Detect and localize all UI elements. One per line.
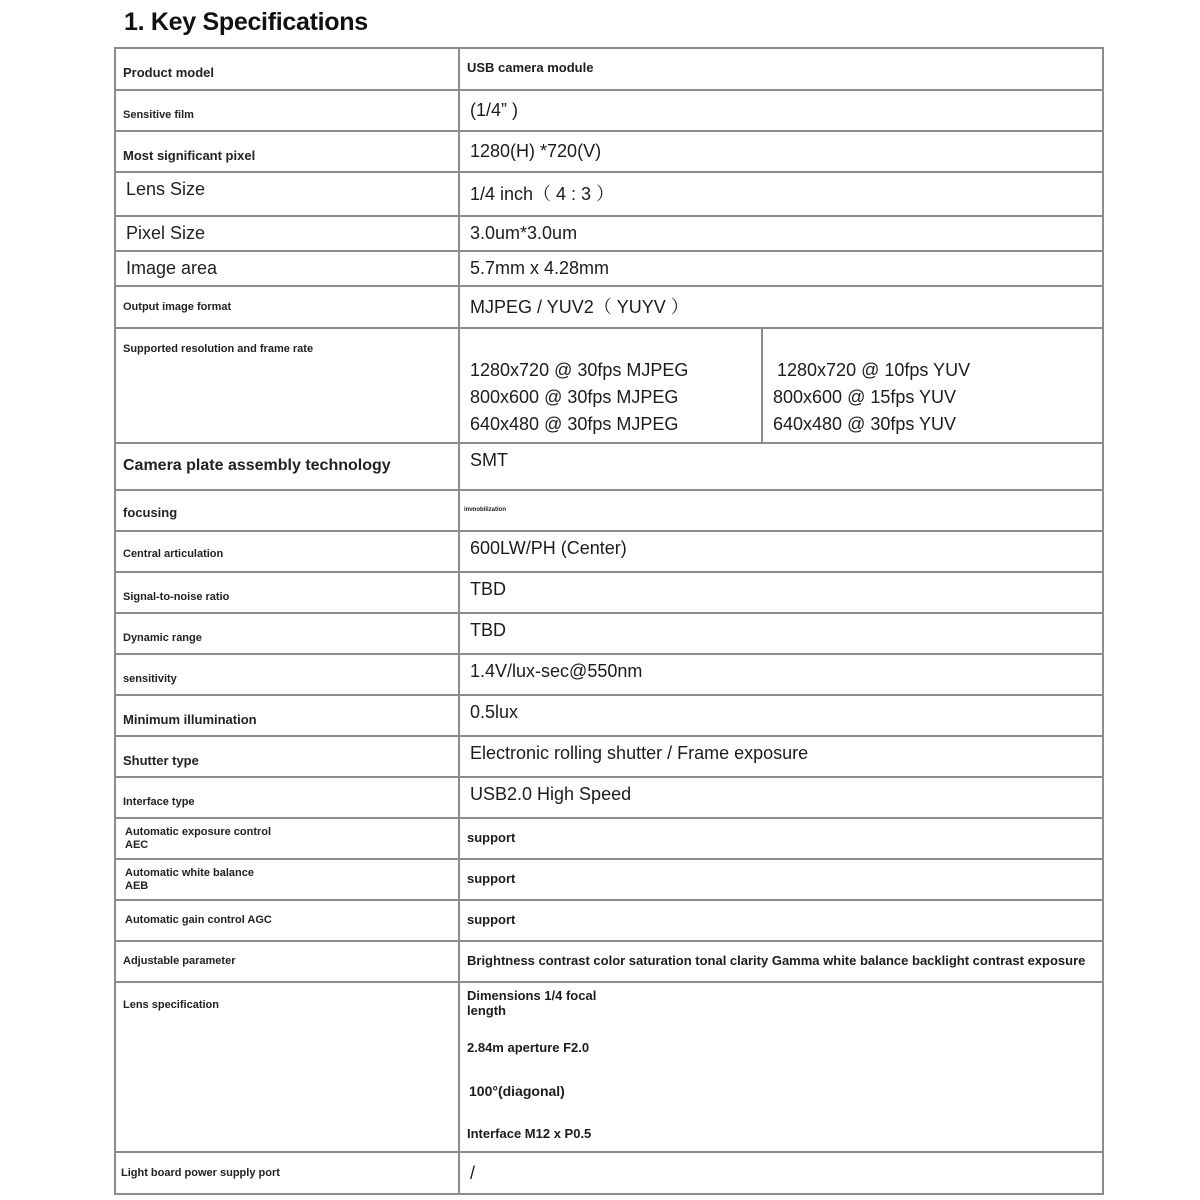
row-label-supported-resolution: Supported resolution and frame rate	[115, 328, 459, 443]
table-row	[115, 941, 1103, 982]
table-row	[115, 982, 1103, 1152]
row-label-lens-size: Lens Size	[115, 172, 459, 216]
row-value-product-model: USB camera module	[459, 48, 1103, 90]
row-label-lens-specification: Lens specification	[115, 982, 459, 1152]
row-label-aeb-line2: AEB	[125, 879, 149, 892]
row-value-image-area: 5.7mm x 4.28mm	[459, 251, 1103, 286]
resolution-yuv-line: 1280x720 @ 10fps YUV	[777, 360, 971, 380]
resolution-yuv-line: 640x480 @ 30fps YUV	[773, 414, 957, 434]
resolution-mjpeg-cell	[459, 328, 762, 443]
row-label-aeb-line1: Automatic white balance	[125, 866, 254, 879]
row-label-aeb	[115, 859, 459, 900]
row-label-central-articulation: Central articulation	[115, 531, 459, 572]
table-row	[115, 613, 1103, 654]
resolution-yuv-line: 800x600 @ 15fps YUV	[773, 387, 957, 407]
table-row	[115, 131, 1103, 172]
table-row	[115, 736, 1103, 777]
row-label-dynamic-range: Dynamic range	[115, 613, 459, 654]
row-value-focusing: immobilization	[459, 490, 1103, 531]
row-label-agc: Automatic gain control AGC	[115, 900, 459, 941]
row-label-sensitive-film: Sensitive film	[115, 90, 459, 131]
row-value-pixel-size: 3.0um*3.0um	[459, 216, 1103, 251]
table-row	[115, 172, 1103, 216]
row-label-aec-line1: Automatic exposure control	[125, 825, 272, 838]
row-label-light-board-power: Light board power supply port	[115, 1152, 459, 1194]
row-value-aec: support	[459, 818, 1103, 859]
table-row	[115, 572, 1103, 613]
row-value-aeb: support	[459, 859, 1103, 900]
row-label-focusing: focusing	[115, 490, 459, 531]
table-row	[115, 216, 1103, 251]
row-value-central-articulation: 600LW/PH (Center)	[459, 531, 1103, 572]
row-label-minimum-illumination: Minimum illumination	[115, 695, 459, 736]
spec-table	[114, 47, 1104, 1195]
table-row	[115, 900, 1103, 941]
row-value-lens-size: 1/4 inch（ 4 : 3 ）	[459, 172, 1103, 216]
row-value-most-significant-pixel: 1280(H) *720(V)	[459, 131, 1103, 172]
table-row	[115, 490, 1103, 531]
row-label-adjustable-parameter: Adjustable parameter	[115, 941, 459, 982]
row-label-product-model: Product model	[115, 48, 459, 90]
table-row	[115, 654, 1103, 695]
table-row	[115, 286, 1103, 328]
page-title: 1. Key Specifications	[124, 8, 368, 36]
row-value-dynamic-range: TBD	[459, 613, 1103, 654]
row-value-lens-specification	[459, 982, 1103, 1152]
row-value-sensitive-film: (1/4” )	[459, 90, 1103, 131]
row-label-image-area: Image area	[115, 251, 459, 286]
row-label-pixel-size: Pixel Size	[115, 216, 459, 251]
table-row	[115, 777, 1103, 818]
row-value-minimum-illumination: 0.5lux	[459, 695, 1103, 736]
row-value-light-board-power: /	[459, 1152, 1103, 1194]
row-value-shutter-type: Electronic rolling shutter / Frame exposure	[459, 736, 1103, 777]
lens-spec-line: Interface M12 x P0.5	[467, 1126, 592, 1141]
resolution-yuv-cell	[762, 328, 1103, 443]
table-row	[115, 1152, 1103, 1194]
row-label-output-image-format: Output image format	[115, 286, 459, 328]
row-label-camera-plate-assembly: Camera plate assembly technology	[115, 443, 459, 490]
row-label-aec-line2: AEC	[125, 838, 149, 851]
lens-spec-line: 2.84m aperture F2.0	[467, 1040, 590, 1055]
row-label-most-significant-pixel: Most significant pixel	[115, 131, 459, 172]
lens-spec-line: 100°(diagonal)	[469, 1083, 565, 1099]
table-row	[115, 859, 1103, 900]
resolution-mjpeg-line: 1280x720 @ 30fps MJPEG	[470, 360, 689, 380]
row-label-sensitivity: sensitivity	[115, 654, 459, 695]
table-row	[115, 531, 1103, 572]
lens-spec-block	[467, 983, 1095, 1151]
resolution-mjpeg-line: 640x480 @ 30fps MJPEG	[470, 414, 679, 434]
row-value-agc: support	[459, 900, 1103, 941]
table-row	[115, 251, 1103, 286]
table-row	[115, 695, 1103, 736]
table-row	[115, 90, 1103, 131]
row-label-interface-type: Interface type	[115, 777, 459, 818]
row-label-shutter-type: Shutter type	[115, 736, 459, 777]
row-value-output-image-format: MJPEG / YUV2（ YUYV ）	[459, 286, 1103, 328]
row-value-adjustable-parameter: Brightness contrast color saturation tonal clarity Gamma white balance backlight contrast exposure	[459, 941, 1103, 982]
table-row	[115, 328, 1103, 443]
row-value-interface-type: USB2.0 High Speed	[459, 777, 1103, 818]
table-row	[115, 443, 1103, 490]
row-value-signal-to-noise: TBD	[459, 572, 1103, 613]
table-row	[115, 818, 1103, 859]
row-value-camera-plate-assembly: SMT	[459, 443, 1103, 490]
row-value-sensitivity: 1.4V/lux-sec@550nm	[459, 654, 1103, 695]
row-label-signal-to-noise: Signal-to-noise ratio	[115, 572, 459, 613]
lens-spec-line: Dimensions 1/4 focal length	[467, 988, 597, 1018]
row-label-aec	[115, 818, 459, 859]
resolution-mjpeg-line: 800x600 @ 30fps MJPEG	[470, 387, 679, 407]
table-row	[115, 48, 1103, 90]
